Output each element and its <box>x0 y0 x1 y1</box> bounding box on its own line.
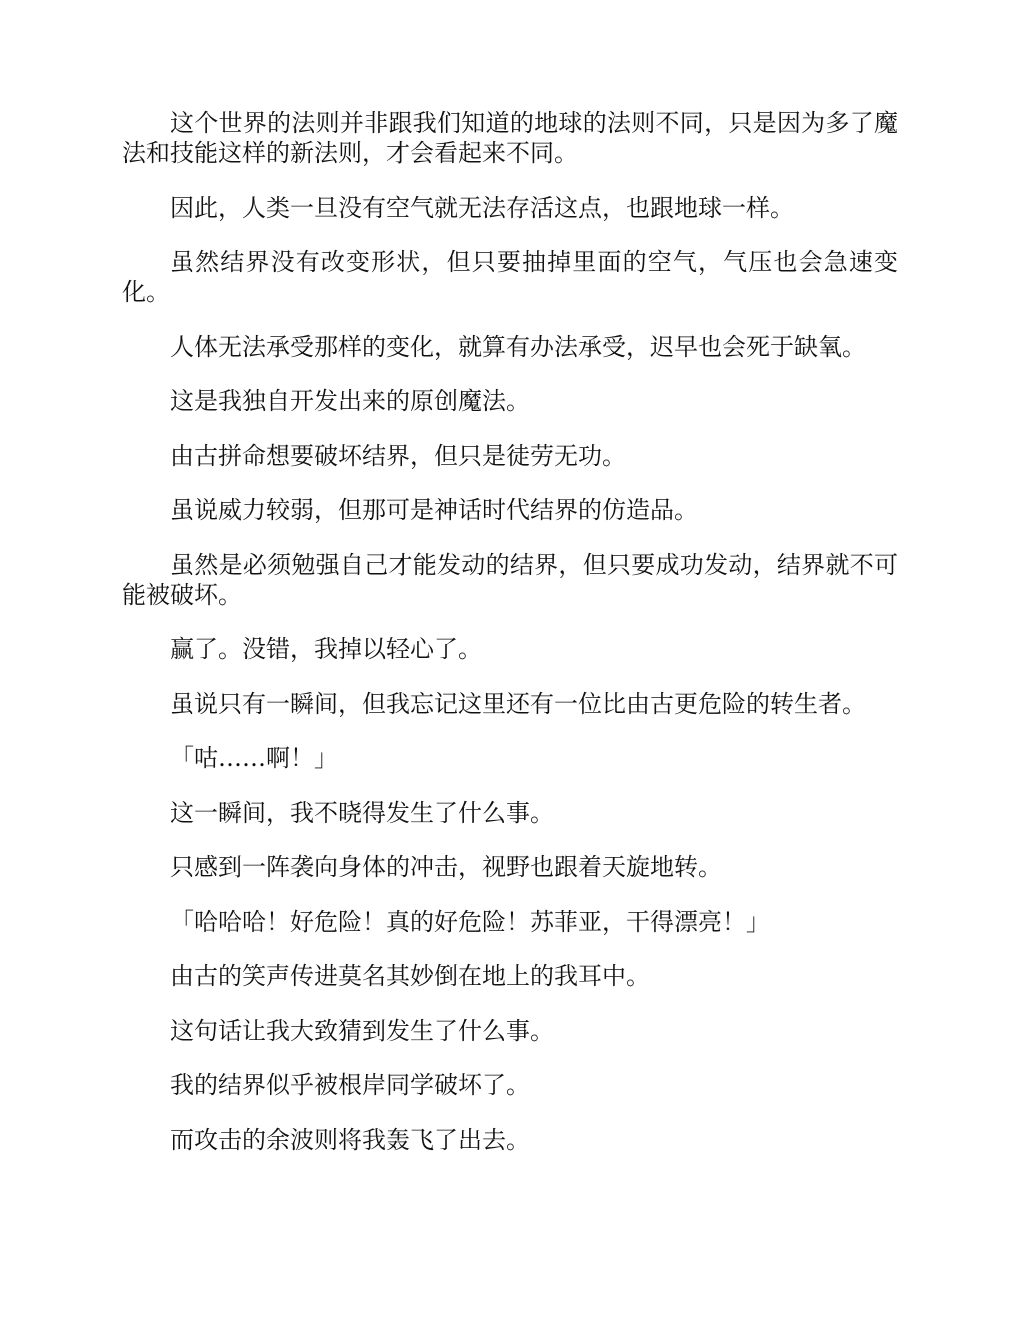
paragraph: 赢了。没错，我掉以轻心了。 <box>170 635 482 663</box>
paragraph: 这句话让我大致猜到发生了什么事。 <box>170 1016 554 1045</box>
paragraph: 由古拼命想要破坏结界，但只是徒劳无功。 <box>170 441 626 470</box>
paragraph: 这一瞬间，我不晓得发生了什么事。 <box>170 798 554 827</box>
paragraph: 只感到一阵袭向身体的冲击，视野也跟着天旋地转。 <box>170 853 722 881</box>
paragraph: 人体无法承受那样的变化，就算有办法承受，迟早也会死于缺氧。 <box>170 332 866 361</box>
paragraph: 虽说只有一瞬间，但我忘记这里还有一位比由古更危险的转生者。 <box>170 689 866 718</box>
paragraph: 虽说威力较弱，但那可是神话时代结界的仿造品。 <box>170 496 698 524</box>
paragraph: 而攻击的余波则将我轰飞了出去。 <box>170 1125 530 1154</box>
paragraph: 我的结界似乎被根岸同学破坏了。 <box>170 1071 530 1099</box>
paragraph: 这是我独自开发出来的原创魔法。 <box>170 387 530 415</box>
paragraph: 虽然结界没有改变形状，但只要抽掉里面的空气，气压也会急速变化。 <box>122 248 898 306</box>
paragraph: 因此，人类一旦没有空气就无法存活这点，也跟地球一样。 <box>170 193 794 222</box>
dialogue-paragraph: 「哈哈哈！好危险！真的好危险！苏菲亚，干得漂亮！」 <box>170 907 770 936</box>
dialogue-paragraph: 「咕……啊！」 <box>170 744 338 772</box>
paragraph: 由古的笑声传进莫名其妙倒在地上的我耳中。 <box>170 962 650 990</box>
paragraph: 这个世界的法则并非跟我们知道的地球的法则不同，只是因为多了魔法和技能这样的新法则，才会看起来不同。 <box>122 109 898 167</box>
document-page <box>122 108 898 1179</box>
paragraph: 虽然是必须勉强自己才能发动的结界，但只要成功发动，结界就不可能被破坏。 <box>122 550 898 609</box>
